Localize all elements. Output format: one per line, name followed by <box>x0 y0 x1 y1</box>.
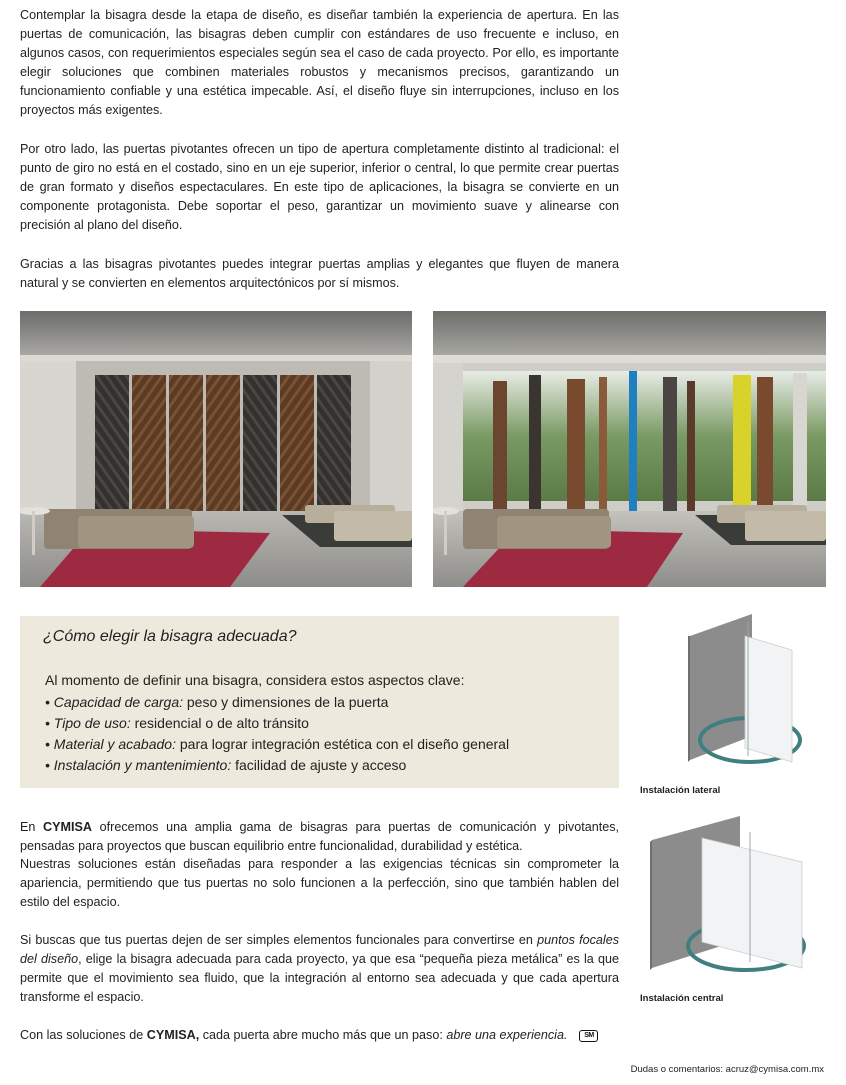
lateral-installation-caption: Instalación lateral <box>640 785 721 796</box>
criteria-list <box>45 692 509 776</box>
central-installation-diagram <box>650 812 820 982</box>
list-item: • Capacidad de carga: peso y dimensiones de la puerta <box>45 694 389 710</box>
focal-points-paragraph: Si buscas que tus puertas dejen de ser simples elementos funcionales para convertirse en puntos focales del diseño, elige la bisagra adecuada para cada proyecto, ya que esa “pequeña pieza metálica” es la que permite que el movimiento sea fluido, que la integración al entorno sea adecuada y que cada apertura transforme el espacio. <box>20 933 619 1004</box>
sm-badge: SM <box>579 1030 598 1042</box>
lateral-installation-diagram <box>660 612 810 782</box>
brand-name: CYMISA <box>43 820 93 834</box>
intro-paragraph: Contemplar la bisagra desde la etapa de diseño, es diseñar también la experiencia de apertura. En las puertas de comunicación, las bisagras deben cumplir con estándares de uso frecuente e incluso, en algunos casos, con requerimientos especiales según sea el caso de cada proyecto. Por ello, es importante elegir soluciones que combinen materiales robustos y mecanismos precisos, garantizando un funcionamiento confiable y una estética impecable. Así, el diseño fluye sin interrupciones, incluso en los proyectos más exigentes. <box>20 8 619 117</box>
pivot-benefit-paragraph: Gracias a las bisagras pivotantes puedes integrar puertas amplias y elegantes que fluyen de manera natural y se convierten en elementos arquitectónicos por sí mismos. <box>20 257 619 290</box>
central-installation-caption: Instalación central <box>640 993 724 1004</box>
closed-pivot-doors-photo <box>20 311 412 587</box>
list-item: • Tipo de uso: residencial o de alto tránsito <box>45 715 309 731</box>
pivot-paragraph: Por otro lado, las puertas pivotantes ofrecen un tipo de apertura completamente distinto al tradicional: el punto de giro no está en el costado, sino en un eje superior, inferior o central, lo que permite crear puertas de gran formato y diseños espectaculares. En este tipo de aplicaciones, la bisagra se convierte en un componente protagonista. Debe soportar el peso, garantizar un movimiento suave y alinearse con precisión al plano del diseño. <box>20 142 619 232</box>
solutions-paragraph: Nuestras soluciones están diseñadas para responder a las exigencias técnicas sin comprometer la apariencia, permitiendo que tus puertas no solo funcionen a la perfección, sino que también hablen del estilo del espacio. <box>20 857 619 909</box>
open-pivot-doors-photo <box>433 311 826 587</box>
callout-intro: Al momento de definir una bisagra, considera estos aspectos clave: <box>45 672 465 688</box>
list-item: • Instalación y mantenimiento: facilidad de ajuste y acceso <box>45 757 407 773</box>
contact-footer: Dudas o comentarios: acruz@cymisa.com.mx <box>630 1064 824 1075</box>
closing-statement: Con las soluciones de CYMISA, cada puerta abre mucho más que un paso: abre una experiencia. SM <box>20 1026 619 1045</box>
hinge-selection-callout <box>20 616 619 788</box>
list-item: • Material y acabado: para lograr integración estética con el diseño general <box>45 736 510 752</box>
callout-title: ¿Cómo elegir la bisagra adecuada? <box>43 628 297 645</box>
cymisa-offer-paragraph: En CYMISA ofrecemos una amplia gama de bisagras para puertas de comunicación y pivotantes, pensadas para proyectos que buscan equilibrio entre funcionalidad, durabilidad y estética. <box>20 820 620 853</box>
